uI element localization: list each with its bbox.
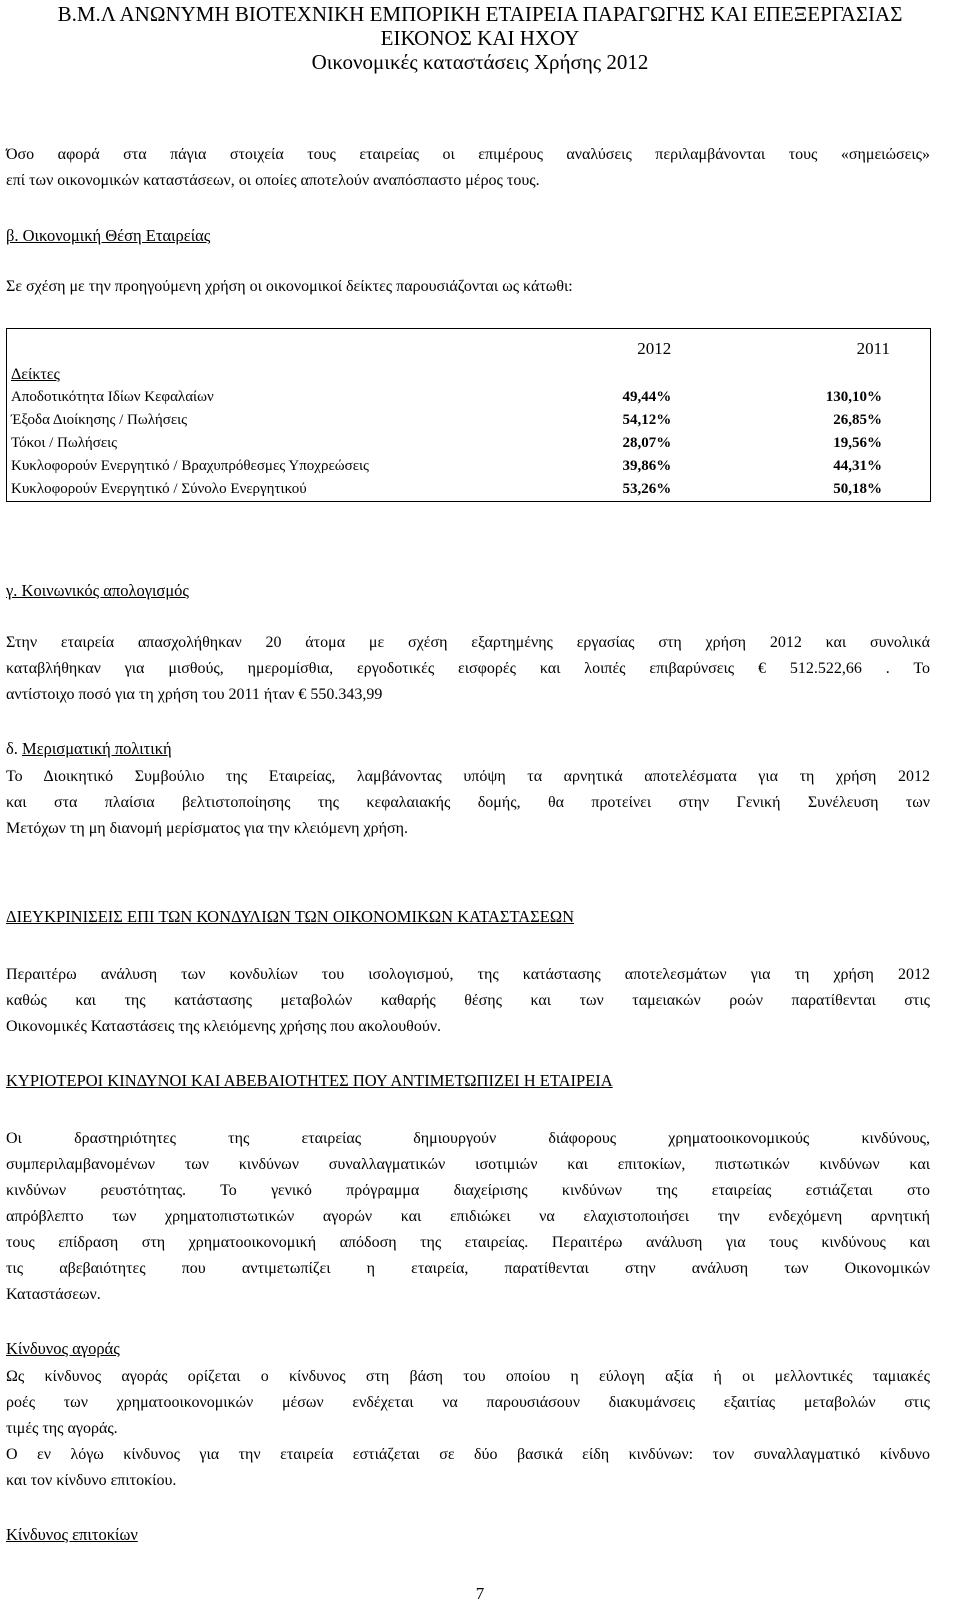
clarifications-line-2: καθώς και της κατάστασης μεταβολών καθαρής θέσης και των ταμειακών ροών παρατίθενται στις: [6, 992, 930, 1009]
page-header: [0, 0, 960, 74]
table-row: [7, 432, 931, 455]
section-d-letter: δ.: [6, 739, 18, 758]
clarifications-title: ΔΙΕΥΚΡΙΝΙΣΕΙΣ ΕΠΙ ΤΩΝ ΚΟΝΔΥΛΙΩΝ ΤΩΝ ΟΙΚΟΝΟΜΙΚΩΝ ΚΑΤΑΣΤΑΣΕΩΝ: [6, 907, 575, 926]
clarifications-line-3: Οικονομικές Καταστάσεις της κλειόμενης χρήσης που ακολουθούν.: [6, 1018, 441, 1035]
ratio-label: Κυκλοφορούν Ενεργητικό / Σύνολο Ενεργητικού: [11, 481, 307, 497]
market-risk-line-2: ροές των χρηματοοικονομικών μέσων ενδέχεται να παρουσιάσουν διακυμάνσεις εξαιτίας μεταβολών στις: [6, 1394, 930, 1411]
section-d-title: [6, 738, 172, 760]
company-name-line1: Β.Μ.Λ ΑΝΩΝΥΜΗ ΒΙΟΤΕΧΝΙΚΗ ΕΜΠΟΡΙΚΗ ΕΤΑΙΡΕΙΑ ΠΑΡΑΓΩΓΗΣ ΚΑΙ ΕΠΕΞΕΡΓΑΣΙΑΣ: [57, 2, 903, 26]
section-d-line-2: και στα πλαίσια βελτιστοποίησης της κεφαλαιακής δομής, θα προτείνει στην Γενική Συνέλευση των: [6, 794, 930, 811]
section-b-text: Σε σχέση με την προηγούμενη χρήση οι οικονομικοί δείκτες παρουσιάζονται ως κάτωθι:: [6, 278, 573, 295]
market-risk-line-3: τιμές της αγοράς.: [6, 1420, 118, 1437]
year-2011-header: 2011: [856, 338, 890, 358]
ratio-label: Αποδοτικότητα Ιδίων Κεφαλαίων: [11, 389, 214, 405]
market-risk-line-5: και τον κίνδυνο επιτοκίου.: [6, 1472, 177, 1489]
page-number: 7: [475, 1584, 485, 1603]
risks-line-5: τους επίδραση στη χρηματοοικονομική απόδοση της εταιρείας. Περαιτέρω ανάλυση για τους κινδύνους και: [6, 1234, 930, 1251]
market-risk-line-4: Ο εν λόγω κίνδυνος για την εταιρεία εστιάζεται σε δύο βασικά είδη κινδύνων: τον συναλλαγματικό κίνδυνο: [6, 1446, 930, 1463]
clarifications-line-1: Περαιτέρω ανάλυση των κονδυλίων του ισολογισμού, της κατάστασης αποτελεσμάτων για τη χρήση 2012: [6, 966, 930, 983]
document-subtitle: Οικονομικές καταστάσεις Χρήσης 2012: [311, 50, 649, 74]
ratio-label: Τόκοι / Πωλήσεις: [11, 435, 118, 451]
section-d-line-1: Το Διοικητικό Συμβούλιο της Εταιρείας, λαμβάνοντας υπόψη τα αρνητικά αποτελέσματα για τη χρήση 2012: [6, 768, 930, 785]
company-name-line2: ΕΙΚΟΝΟΣ ΚΑΙ ΗΧΟΥ: [380, 26, 580, 50]
ratios-heading: Δείκτες: [11, 366, 60, 383]
market-risk-title: Κίνδυνος αγοράς: [6, 1339, 120, 1358]
ratio-value-2012: 39,86%: [622, 458, 672, 474]
intro-line-1: Όσο αφορά στα πάγια στοιχεία τους εταιρείας οι επιμέρους αναλύσεις περιλαμβάνονται τους «σημειώσεις»: [6, 146, 930, 163]
risks-line-2: συμπεριλαμβανομένων των κινδύνων συναλλαγματικών ισοτιμιών και επιτοκίων, πιστωτικών κινδύνων και: [6, 1156, 930, 1173]
ratio-value-2012: 53,26%: [622, 481, 672, 497]
table-row: [7, 478, 931, 502]
ratios-heading-row: [7, 363, 931, 386]
risks-line-7: Καταστάσεων.: [6, 1286, 101, 1303]
risks-line-4: απρόβλεπτο των χρηματοπιστωτικών αγορών και επιδιώκει να ελαχιστοποιήσει την ενδεχόμενη αρνητική: [6, 1208, 930, 1225]
risks-line-3: κινδύνων ρευστότητας. Το γενικό πρόγραμμα διαχείρισης κινδύνων της εταιρείας εστιάζεται στο: [6, 1182, 930, 1199]
section-c-line-3: αντίστοιχο ποσό για τη χρήση του 2011 ήταν € 550.343,99: [6, 686, 383, 703]
ratio-value-2012: 49,44%: [622, 389, 672, 405]
table-row: [7, 409, 931, 432]
ratio-value-2011: 26,85%: [833, 412, 882, 428]
table-row: [7, 455, 931, 478]
ratio-value-2012: 28,07%: [622, 435, 672, 451]
section-d-line-3: Μετόχων τη μη διανομή μερίσματος για την κλειόμενη χρήση.: [6, 820, 408, 837]
ratios-year-row: [7, 329, 931, 364]
interest-risk-title: Κίνδυνος επιτοκίων: [6, 1525, 138, 1544]
risks-line-6: τις αβεβαιότητες που αντιμετωπίζει η εταιρεία, παρατίθενται στην ανάλυση των Οικονομικών: [6, 1260, 930, 1277]
section-c-line-2: καταβλήθηκαν για μισθούς, ημερομίσθια, εργοδοτικές εισφορές και λοιπές επιβαρύνσεις € 512.522,66 . Το: [6, 660, 930, 677]
financial-ratios-table: [6, 328, 931, 502]
market-risk-line-1: Ως κίνδυνος αγοράς ορίζεται ο κίνδυνος στη βάση του οποίου η εύλογη αξία ή οι μελλοντικές ταμιακές: [6, 1368, 930, 1385]
ratio-label: Κυκλοφορούν Ενεργητικό / Βραχυπρόθεσμες Υποχρεώσεις: [11, 458, 369, 474]
ratio-value-2011: 130,10%: [825, 389, 882, 405]
ratio-value-2011: 19,56%: [833, 435, 882, 451]
table-row: [7, 386, 931, 409]
section-c-line-1: Στην εταιρεία απασχολήθηκαν 20 άτομα με σχέση εξαρτημένης εργασίας στη χρήση 2012 και συνολικά: [6, 634, 930, 651]
intro-line-2: επί των οικονομικών καταστάσεων, οι οποίες αποτελούν αναπόσπαστο μέρος τους.: [6, 172, 540, 189]
ratio-value-2012: 54,12%: [622, 412, 672, 428]
section-b-title: β. Οικονομική Θέση Εταιρείας: [6, 226, 211, 245]
risks-title: ΚΥΡΙΟΤΕΡΟΙ ΚΙΝΔΥΝΟΙ ΚΑΙ ΑΒΕΒΑΙΟΤΗΤΕΣ ΠΟΥ ΑΝΤΙΜΕΤΩΠΙΖΕΙ Η ΕΤΑΙΡΕΙΑ: [6, 1071, 613, 1090]
ratio-value-2011: 50,18%: [833, 481, 882, 497]
section-d-title-text: Μερισματική πολιτική: [22, 739, 172, 758]
section-c-title: γ. Κοινωνικός απολογισμός: [6, 581, 189, 600]
year-2012-header: 2012: [637, 338, 672, 358]
risks-line-1: Οι δραστηριότητες της εταιρείας δημιουργούν διάφορους χρηματοοικονομικούς κινδύνους,: [6, 1130, 930, 1147]
ratio-value-2011: 44,31%: [833, 458, 882, 474]
ratio-label: Έξοδα Διοίκησης / Πωλήσεις: [11, 412, 188, 428]
